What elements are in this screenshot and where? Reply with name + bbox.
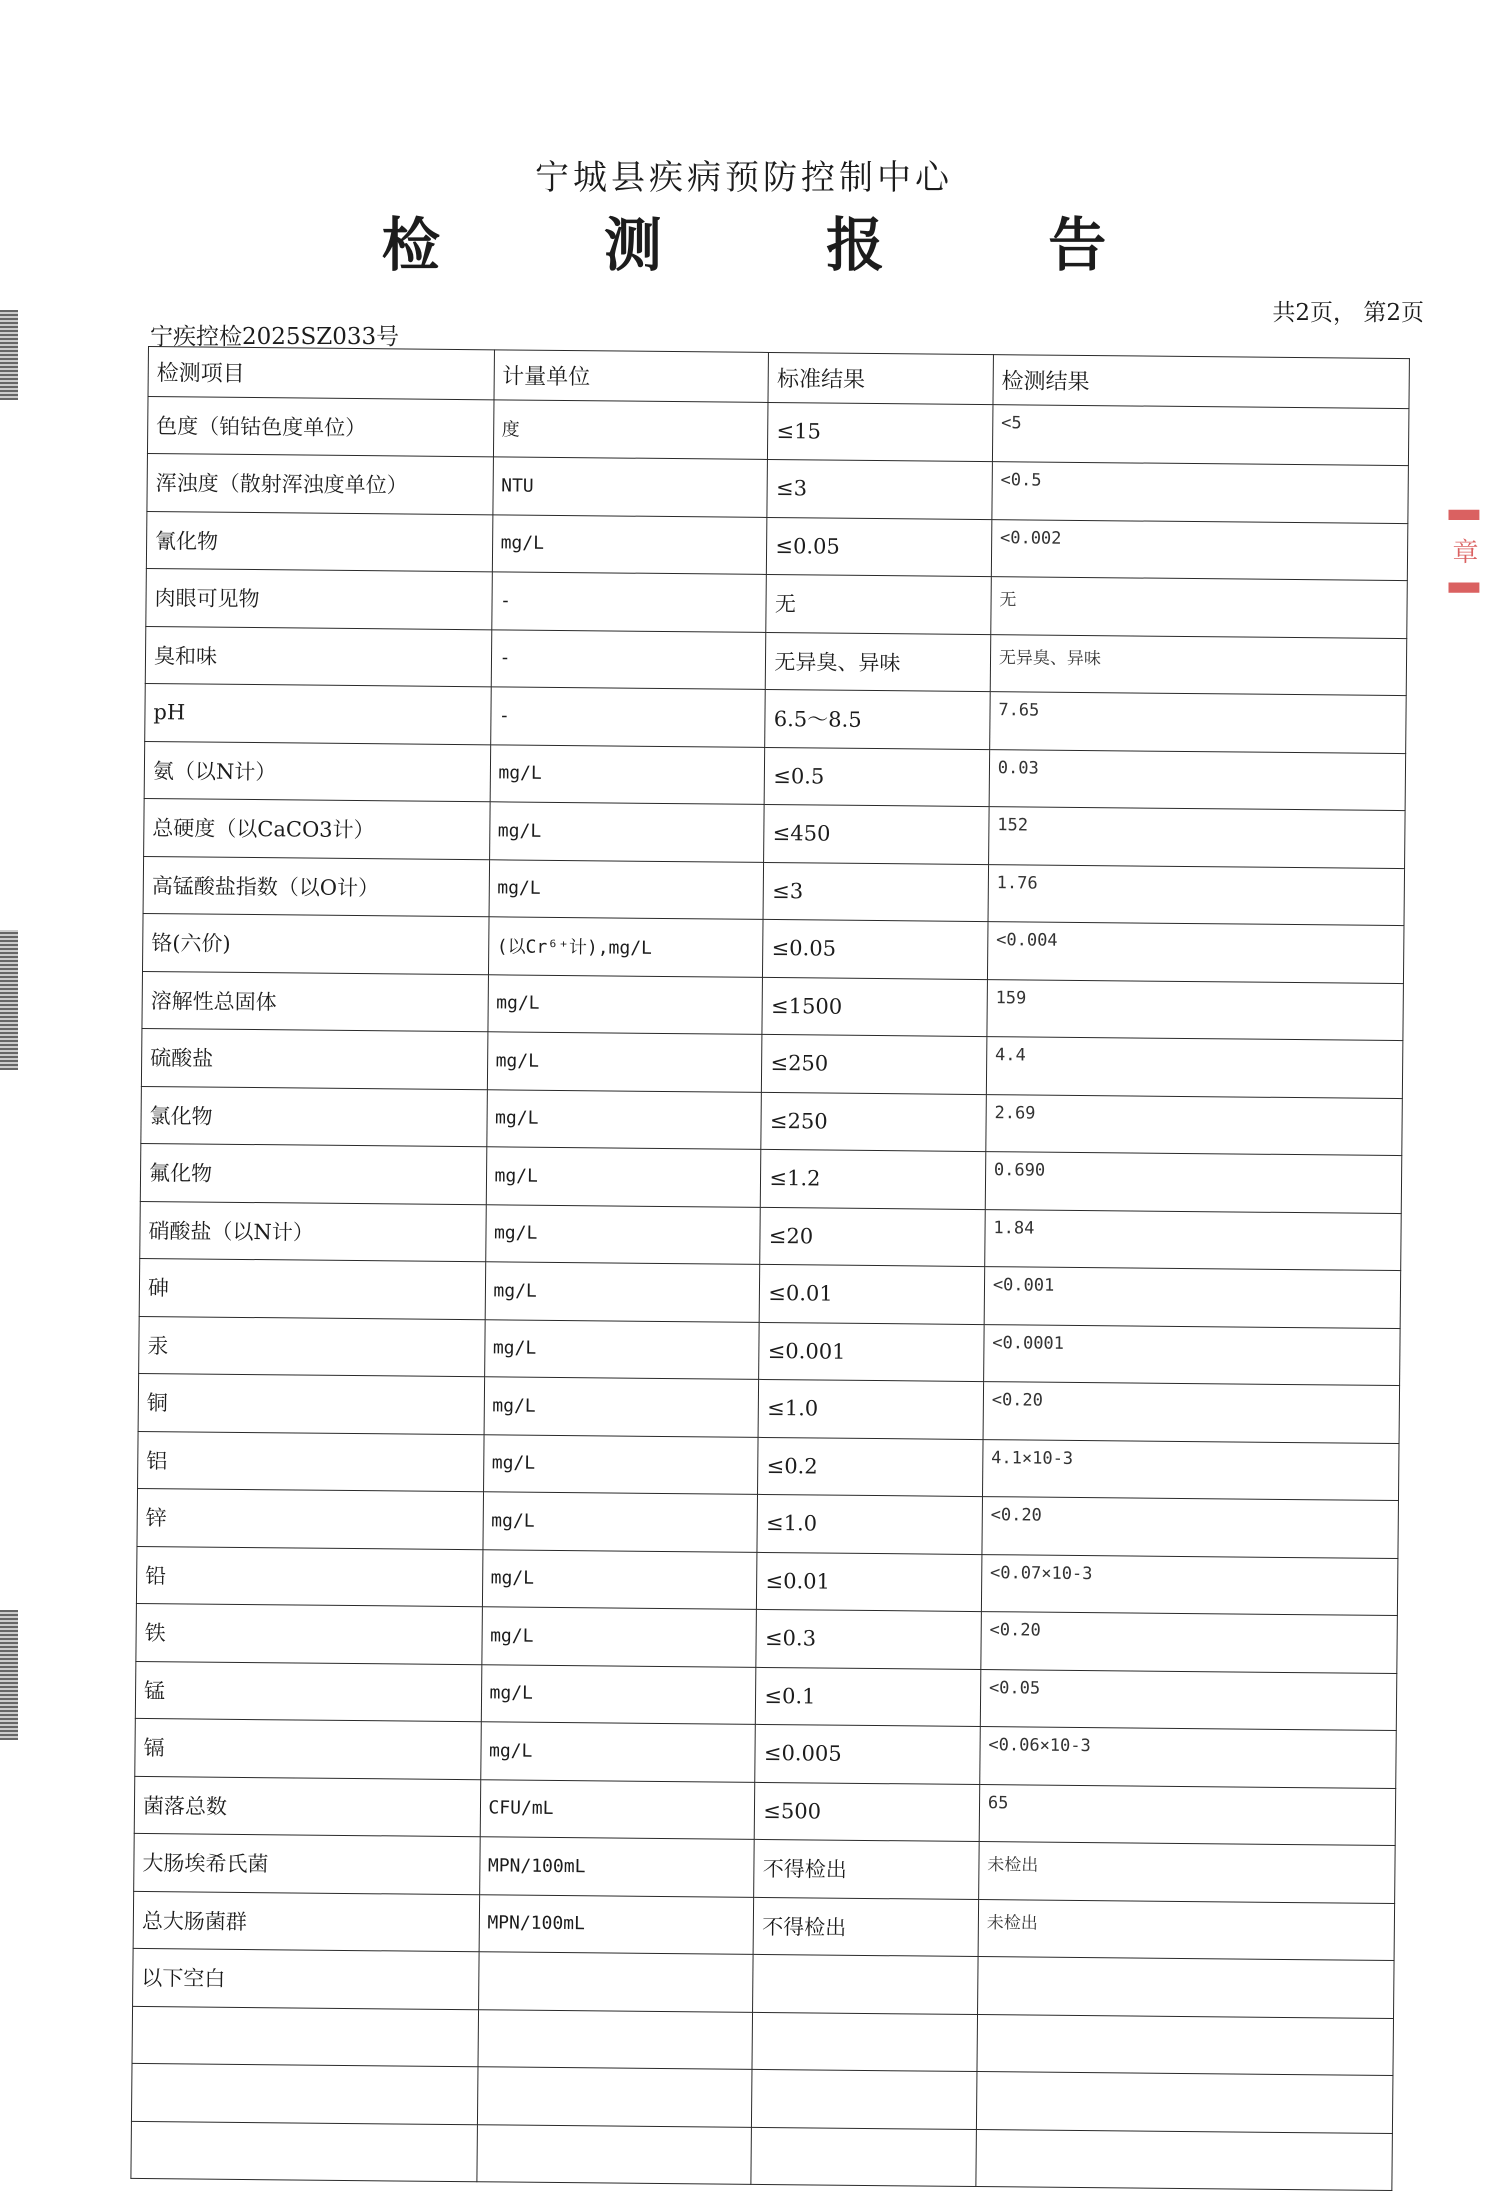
test-item-cell: 以下空白 (133, 1948, 479, 2009)
result-cell (976, 2072, 1393, 2133)
test-item-cell: 溶解性总固体 (142, 971, 488, 1032)
unit-cell: mg/L (481, 1664, 756, 1724)
unit-cell: mg/L (489, 802, 764, 862)
standard-cell: ≤0.05 (763, 919, 988, 979)
column-header: 计量单位 (494, 350, 769, 402)
standard-cell (752, 2012, 977, 2072)
test-item-cell: 氟化物 (140, 1143, 486, 1204)
test-item-cell: 砷 (139, 1258, 485, 1319)
column-header: 检测项目 (148, 347, 494, 400)
result-cell: 159 (987, 979, 1404, 1040)
standard-cell: ≤1.0 (757, 1494, 982, 1554)
scan-edge-mark (0, 1610, 18, 1740)
result-cell: <0.20 (982, 1497, 1399, 1558)
standard-cell: ≤0.05 (767, 517, 992, 577)
standard-cell: ≤0.1 (756, 1667, 981, 1727)
test-item-cell: 铜 (138, 1373, 484, 1434)
result-cell: <0.20 (983, 1382, 1400, 1443)
results-table-wrapper (130, 346, 1410, 2191)
result-cell: <0.004 (987, 922, 1404, 983)
column-header: 检测结果 (993, 355, 1410, 408)
standard-cell: ≤0.3 (756, 1609, 981, 1669)
column-header: 标准结果 (768, 352, 993, 404)
test-item-cell: 氰化物 (146, 511, 492, 572)
result-cell: 无异臭、异味 (990, 634, 1407, 695)
standard-cell: ≤3 (763, 862, 988, 922)
result-cell: <0.0001 (983, 1324, 1400, 1385)
unit-cell (478, 1952, 753, 2012)
scan-edge-mark (0, 930, 18, 1070)
unit-cell: mg/L (483, 1434, 758, 1494)
standard-cell: 无 (766, 574, 991, 634)
standard-cell: ≤0.01 (757, 1552, 982, 1612)
test-item-cell: 汞 (139, 1316, 485, 1377)
test-item-cell: 总硬度（以CaCO3计） (144, 798, 490, 859)
standard-cell: ≤0.5 (765, 747, 990, 807)
test-item-cell: 大肠埃希氏菌 (134, 1833, 480, 1894)
test-item-cell: 氨（以N计） (144, 741, 490, 802)
result-cell: 0.690 (985, 1152, 1402, 1213)
test-item-cell (131, 2121, 477, 2182)
standard-cell: ≤20 (760, 1207, 985, 1267)
unit-cell: mg/L (487, 974, 762, 1034)
result-cell: 未检出 (978, 1899, 1395, 1960)
unit-cell: MPN/100mL (479, 1837, 754, 1897)
result-cell: 152 (988, 807, 1405, 868)
result-cell: 4.4 (986, 1037, 1403, 1098)
standard-cell: 不得检出 (754, 1839, 979, 1899)
standard-cell (752, 2069, 977, 2129)
unit-cell: mg/L (486, 1089, 761, 1149)
result-cell: <0.002 (991, 519, 1408, 580)
standard-cell: ≤500 (755, 1782, 980, 1842)
organization-name: 宁城县疾病预防控制中心 (535, 158, 953, 198)
unit-cell: mg/L (492, 514, 767, 574)
standard-cell: ≤15 (768, 402, 993, 462)
unit-cell: MPN/100mL (479, 1894, 754, 1954)
unit-cell: mg/L (482, 1549, 757, 1609)
result-cell (977, 1957, 1394, 2018)
table-row (131, 2121, 1392, 2191)
test-item-cell: 总大肠菌群 (133, 1891, 479, 1952)
unit-cell: - (491, 572, 766, 632)
unit-cell: CFU/mL (480, 1779, 755, 1839)
standard-cell: ≤3 (767, 459, 992, 519)
scan-edge-mark (0, 310, 18, 400)
report-number: 宁疾控检2025SZ033号 (150, 324, 400, 350)
test-item-cell: 铝 (138, 1431, 484, 1492)
unit-cell: mg/L (484, 1377, 759, 1437)
test-item-cell: 臭和味 (145, 626, 491, 687)
result-cell (977, 2014, 1394, 2075)
result-cell: 未检出 (978, 1842, 1395, 1903)
red-seal-mark: ▌ 章 ▐ (1448, 510, 1478, 593)
test-item-cell: 铁 (136, 1603, 482, 1664)
standard-cell: ≤1500 (762, 977, 987, 1037)
unit-cell: mg/L (481, 1607, 756, 1667)
test-item-cell: 氯化物 (141, 1086, 487, 1147)
unit-cell: mg/L (482, 1492, 757, 1552)
unit-cell (477, 2067, 752, 2127)
test-item-cell: 肉眼可见物 (146, 568, 492, 629)
test-item-cell: 锰 (135, 1661, 481, 1722)
result-cell: 1.84 (985, 1209, 1402, 1270)
result-cell: 1.76 (988, 864, 1405, 925)
standard-cell: 无异臭、异味 (766, 632, 991, 692)
result-cell: <0.20 (981, 1612, 1398, 1673)
test-item-cell: 硫酸盐 (141, 1028, 487, 1089)
test-item-cell: 硝酸盐（以N计） (140, 1201, 486, 1262)
result-cell: 7.65 (990, 692, 1407, 753)
unit-cell: (以Cr⁶⁺计),mg/L (488, 917, 763, 977)
result-cell: 无 (991, 577, 1408, 638)
result-cell: <5 (992, 404, 1409, 465)
page-indicator: 共2页， 第2页 (1272, 300, 1424, 326)
standard-cell: ≤1.0 (758, 1379, 983, 1439)
test-item-cell: 锌 (137, 1488, 483, 1549)
unit-cell: mg/L (489, 859, 764, 919)
result-cell: <0.07×10-3 (981, 1554, 1398, 1615)
result-cell (976, 2129, 1393, 2190)
unit-cell (477, 2009, 752, 2069)
unit-cell: mg/L (484, 1319, 759, 1379)
result-cell: <0.001 (984, 1267, 1401, 1328)
standard-cell: 6.5～8.5 (765, 689, 990, 749)
standard-cell: ≤0.01 (760, 1264, 985, 1324)
standard-cell: 不得检出 (753, 1897, 978, 1957)
unit-cell: mg/L (480, 1722, 755, 1782)
test-item-cell: 色度（铂钴色度单位） (147, 396, 493, 457)
standard-cell (751, 2127, 976, 2187)
unit-cell (476, 2124, 751, 2184)
results-table (130, 346, 1410, 2191)
result-cell: 65 (979, 1784, 1396, 1845)
result-cell: <0.05 (980, 1669, 1397, 1730)
test-item-cell: pH (145, 683, 491, 744)
test-item-cell (131, 2063, 477, 2124)
test-item-cell: 铬(六价) (143, 913, 489, 974)
result-cell: 4.1×10-3 (982, 1439, 1399, 1500)
test-item-cell: 铅 (136, 1546, 482, 1607)
test-item-cell: 菌落总数 (134, 1776, 480, 1837)
standard-cell: ≤250 (761, 1092, 986, 1152)
unit-cell: mg/L (490, 744, 765, 804)
unit-cell: NTU (492, 457, 767, 517)
result-cell: 0.03 (989, 749, 1406, 810)
result-cell: <0.5 (992, 462, 1409, 523)
standard-cell: ≤250 (762, 1034, 987, 1094)
unit-cell: mg/L (486, 1147, 761, 1207)
standard-cell: ≤1.2 (761, 1149, 986, 1209)
unit-cell: mg/L (485, 1262, 760, 1322)
unit-cell: 度 (493, 399, 768, 459)
unit-cell: - (491, 629, 766, 689)
test-item-cell: 浑浊度（散射浑浊度单位） (147, 453, 493, 514)
results-table-body (131, 347, 1410, 2191)
standard-cell: ≤450 (764, 804, 989, 864)
result-cell: 2.69 (986, 1094, 1403, 1155)
unit-cell: - (490, 687, 765, 747)
standard-cell: ≤0.001 (759, 1322, 984, 1382)
result-cell: <0.06×10-3 (980, 1727, 1397, 1788)
document-title: 检 测 报 告 (381, 211, 1179, 279)
test-item-cell (132, 2006, 478, 2067)
standard-cell (753, 1954, 978, 2014)
test-item-cell: 高锰酸盐指数（以O计） (143, 856, 489, 917)
unit-cell: mg/L (487, 1032, 762, 1092)
standard-cell: ≤0.005 (755, 1724, 980, 1784)
test-item-cell: 镉 (135, 1718, 481, 1779)
unit-cell: mg/L (485, 1204, 760, 1264)
standard-cell: ≤0.2 (758, 1437, 983, 1497)
